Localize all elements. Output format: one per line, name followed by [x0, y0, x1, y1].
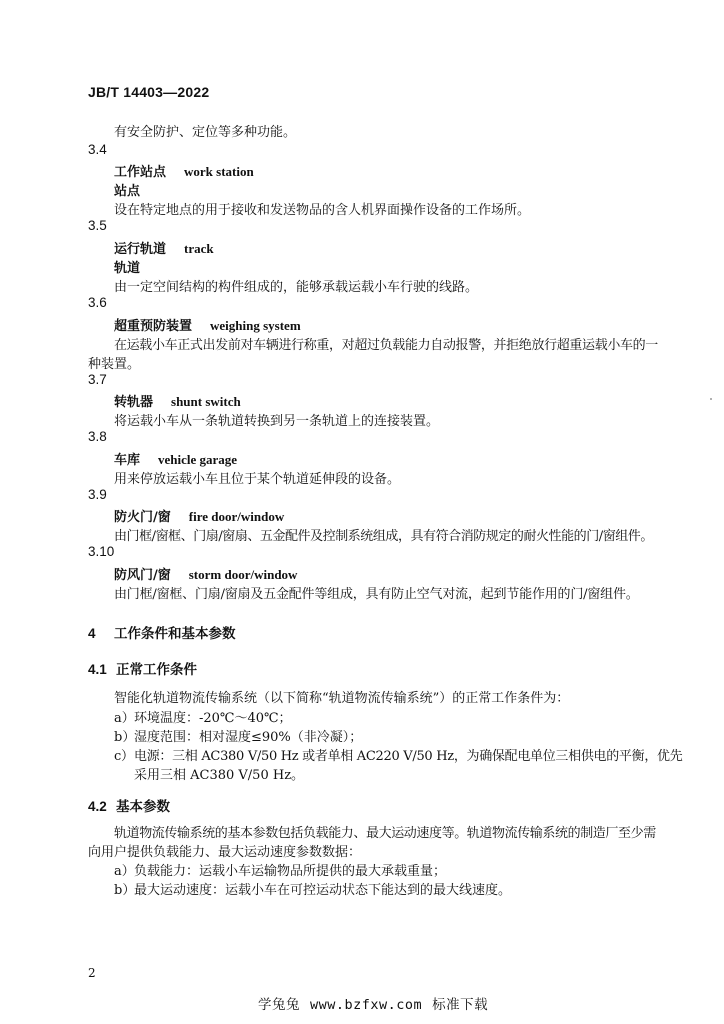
term-heading	[114, 449, 237, 468]
clause-number: 3.4	[88, 142, 107, 157]
term-heading	[114, 238, 214, 257]
term-heading	[114, 315, 301, 334]
subsection-number: 4.1	[88, 662, 107, 677]
clause-number: 3.8	[88, 429, 107, 444]
list-text: 电源：三相 AC380 V/50 Hz 或者单相 AC220 V/50 Hz，为确保配电单位三相供电的平衡，优先	[134, 749, 683, 764]
term-definition: 设在特定地点的用于接收和发送物品的含人机界面操作设备的工作场所。	[114, 203, 531, 218]
term-zh: 防火门/窗	[114, 510, 171, 525]
list-text: 环境温度：-20℃～40℃；	[134, 711, 292, 726]
list-text: 最大运动速度：运载小车在可控运动状态下能达到的最大线速度。	[134, 883, 512, 898]
term-zh: 车库	[114, 453, 141, 468]
page-header: JB/T 14403—2022	[88, 84, 210, 100]
term-abbreviation: 轨道	[114, 261, 141, 276]
term-en: track	[184, 241, 214, 256]
footer-url[interactable]: www.bzfxw.com	[310, 997, 423, 1013]
term-definition-continued: 种装置。	[88, 357, 141, 372]
page-number: 2	[88, 966, 96, 980]
term-definition: 将运载小车从一条轨道转换到另一条轨道上的连接装置。	[114, 414, 440, 429]
subsection-heading	[88, 795, 170, 815]
list-item	[114, 745, 682, 764]
term-abbreviation: 站点	[114, 184, 141, 199]
term-en: work station	[184, 164, 254, 179]
term-heading	[114, 161, 254, 180]
list-marker: b）	[114, 730, 136, 745]
subsection-number: 4.2	[88, 799, 107, 814]
term-heading	[114, 564, 297, 583]
list-text: 负载能力：运载小车运输物品所提供的最大承载重量；	[134, 864, 447, 879]
term-definition: 由门框/窗框、门扇/窗扇及五金配件等组成，具有防止空气对流，起到节能作用的门/窗组件。	[114, 587, 639, 602]
term-heading	[114, 506, 284, 525]
term-en: fire door/window	[188, 509, 285, 524]
term-zh: 工作站点	[114, 165, 167, 180]
paragraph: 智能化轨道物流传输系统（以下简称“轨道物流传输系统”）的正常工作条件为：	[114, 691, 570, 706]
term-zh: 防风门/窗	[114, 568, 171, 583]
term-en: vehicle garage	[158, 452, 238, 467]
term-definition: 由门框/窗框、门扇/窗扇、五金配件及控制系统组成，具有符合消防规定的耐火性能的门/窗组件。	[114, 529, 653, 544]
term-zh: 运行轨道	[114, 242, 167, 257]
term-definition: 用来停放运载小车且位于某个轨道延伸段的设备。	[114, 472, 401, 487]
list-marker: a）	[114, 864, 135, 879]
term-zh: 超重预防装置	[114, 319, 193, 334]
term-en: storm door/window	[188, 567, 298, 582]
subsection-title: 基本参数	[116, 799, 170, 815]
list-item-continued: 采用三相 AC380 V/50 Hz。	[134, 768, 305, 783]
subsection-heading	[88, 658, 197, 678]
clause-number: 3.10	[88, 544, 115, 559]
section-heading	[88, 622, 236, 642]
footer-watermark	[258, 993, 488, 1013]
list-item	[114, 860, 446, 879]
term-definition: 在运载小车正式出发前对车辆进行称重，对超过负载能力自动报警，并拒绝放行超重运载小车的一	[114, 338, 658, 353]
list-item	[114, 879, 511, 898]
intro-line: 有安全防护、定位等多种功能。	[114, 125, 297, 140]
list-marker: a）	[114, 711, 135, 726]
subsection-title: 正常工作条件	[116, 662, 197, 678]
term-heading	[114, 391, 241, 410]
clause-number: 3.5	[88, 218, 107, 233]
term-definition: 由一定空间结构的构件组成的，能够承载运载小车行驶的线路。	[114, 280, 479, 295]
list-marker: b）	[114, 883, 136, 898]
term-zh: 转轨器	[114, 395, 154, 410]
paragraph-continued: 向用户提供负载能力、最大运动速度参数数据：	[88, 845, 362, 860]
paragraph: 轨道物流传输系统的基本参数包括负载能力、最大运动速度等。轨道物流传输系统的制造厂至少需	[114, 826, 656, 841]
list-text: 湿度范围：相对湿度≤90%（非冷凝）；	[134, 730, 363, 745]
list-item	[114, 707, 292, 726]
section-number: 4	[88, 626, 96, 641]
scan-speck	[710, 398, 712, 400]
footer-slogan: 标准下载	[432, 997, 489, 1013]
term-en: weighing system	[210, 318, 301, 333]
footer-site-name: 学兔兔	[258, 997, 300, 1013]
term-en: shunt switch	[171, 394, 241, 409]
clause-number: 3.9	[88, 487, 107, 502]
list-item	[114, 726, 362, 745]
section-title: 工作条件和基本参数	[114, 626, 236, 642]
clause-number: 3.7	[88, 372, 107, 387]
list-marker: c）	[114, 749, 134, 764]
clause-number: 3.6	[88, 295, 107, 310]
